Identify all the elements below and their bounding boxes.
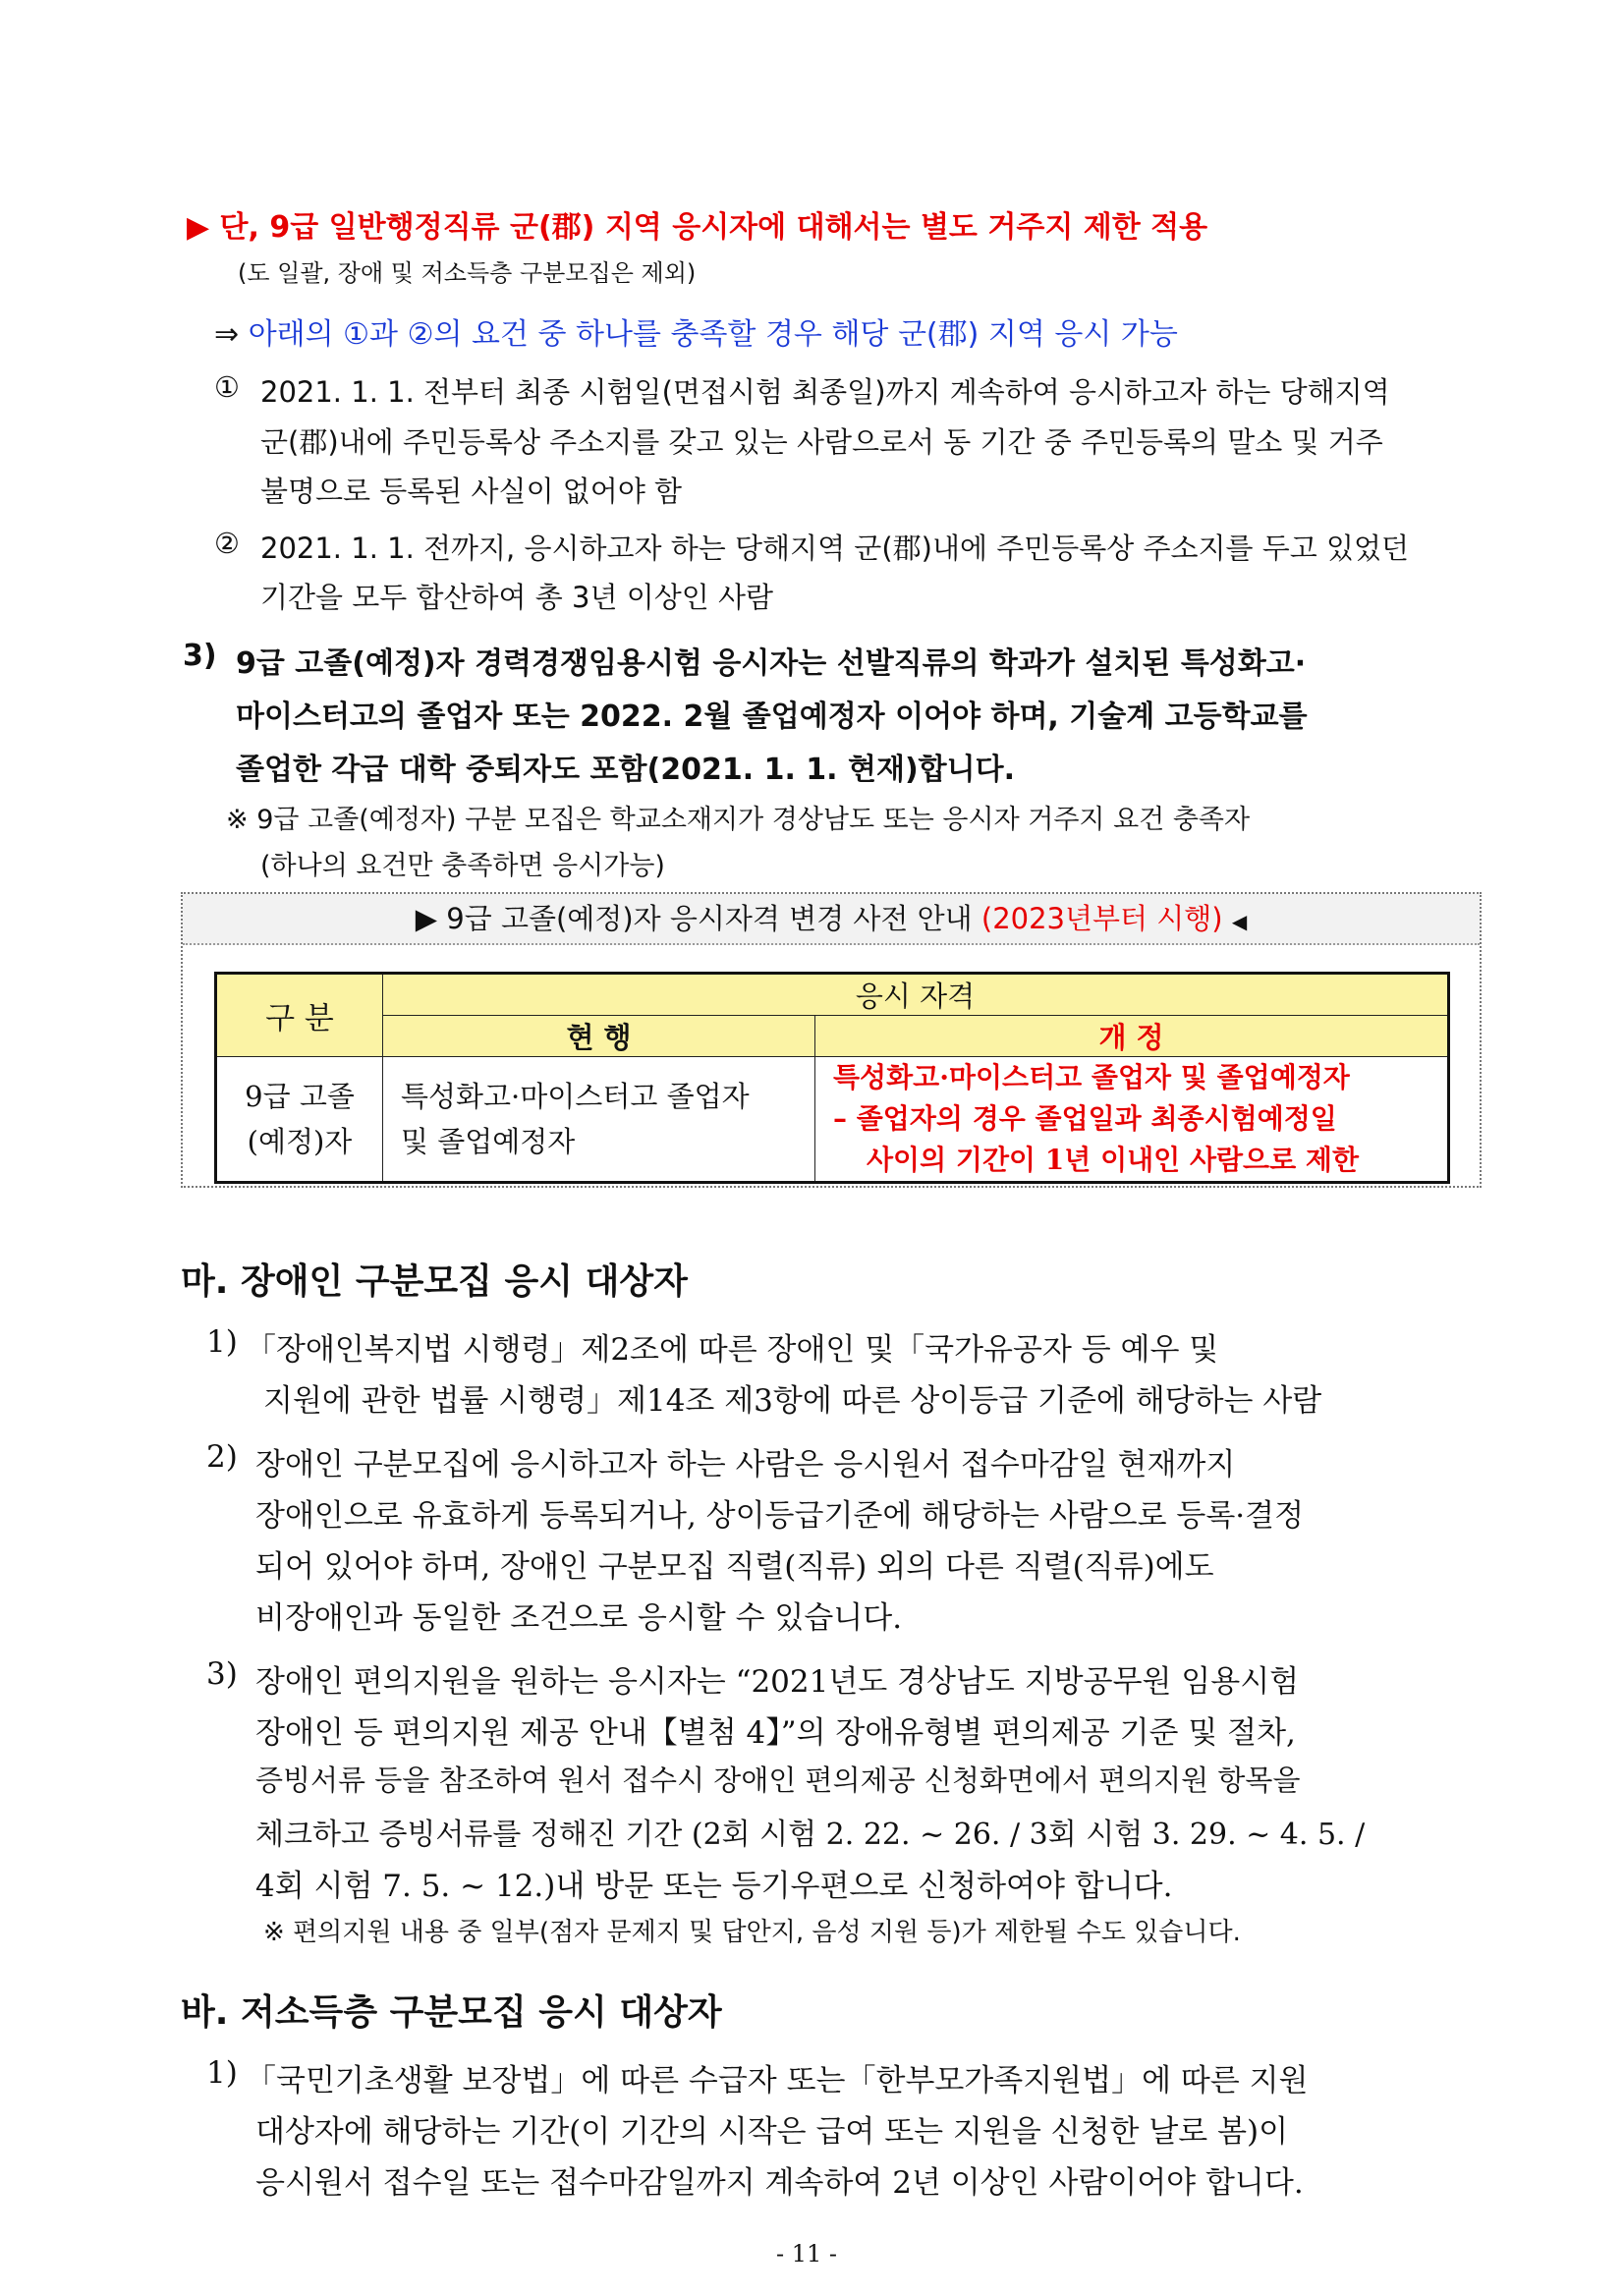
ma-item1-number: 1) (206, 1324, 238, 1360)
left-arrow-icon: ◀ (1231, 910, 1248, 933)
ma-item3-number: 3) (206, 1656, 238, 1692)
notice-box (181, 892, 1482, 1188)
ba-item1-line-1: 「국민기초생활 보장법」에 따른 수급자 또는「한부모가족지원법」에 따른 지원 (246, 2063, 1309, 2099)
section-ma-heading: 마. 장애인 구분모집 응시 대상자 (181, 1261, 688, 1302)
col-current-header: 현 행 (383, 1016, 815, 1057)
section3-note-2: (하나의 요건만 충족하면 응시가능) (260, 851, 665, 881)
row-category-cell (216, 1057, 383, 1183)
ma-item3-line-4: 체크하고 증빙서류를 정해진 기간 (2회 시험 2. 22. ~ 26. / 3회 시험 3. 29. ~ 4. 5. / (255, 1818, 1366, 1852)
row-current-line-2: 및 졸업예정자 (401, 1125, 576, 1158)
row-category-line-2: (예정)자 (247, 1125, 353, 1158)
section3-number: 3) (183, 639, 217, 673)
restriction-sub: (도 일괄, 장애 및 저소득층 구분모집은 제외) (238, 259, 697, 287)
section3-note-1: ※ 9급 고졸(예정자) 구분 모집은 학교소재지가 경상남도 또는 응시자 거주지 요건 충족자 (226, 805, 1251, 835)
restriction-title (187, 202, 1207, 246)
ma-item3-line-3: 증빙서류 등을 참조하여 원서 접수시 장애인 편의제공 신청화면에서 편의지원 항목을 (255, 1763, 1301, 1797)
ma-note: ※ 편의지원 내용 중 일부(점자 문제지 및 답안지, 음성 지원 등)가 제한될 수도 있습니다. (263, 1918, 1241, 1947)
page-number: - 11 - (776, 2240, 838, 2267)
ma-item3-line-1: 장애인 편의지원을 원하는 응시자는 “2021년도 경상남도 지방공무원 임용시험 (255, 1664, 1300, 1700)
condition-text: 아래의 ①과 ②의 요건 중 하나를 충족할 경우 해당 군(郡) 지역 응시 가능 (248, 317, 1178, 352)
col-revised-header: 개 정 (815, 1016, 1449, 1057)
notice-box-header (183, 894, 1480, 945)
notice-header-red: (2023년부터 시행) (980, 902, 1223, 935)
row-revised-line-2: – 졸업자의 경우 졸업일과 최종시험예정일 (833, 1102, 1337, 1135)
implies-arrow-icon: ⇒ (214, 317, 240, 352)
ma-item2-number: 2) (206, 1439, 238, 1475)
item1-line-2: 군(郡)내에 주민등록상 주소지를 갖고 있는 사람으로서 동 기간 중 주민등록의 말소 및 거주 (260, 425, 1383, 459)
notice-header-left: ▶ 9급 고졸(예정)자 응시자격 변경 사전 안내 (415, 902, 973, 935)
ma-item3-line-2: 장애인 등 편의지원 제공 안내【별첨 4】”의 장애유형별 편의제공 기준 및 절차, (255, 1715, 1296, 1751)
ma-item1-line-1: 「장애인복지법 시행령」제2조에 따른 장애인 및「국가유공자 등 예우 및 (246, 1332, 1219, 1368)
row-current-line-1: 특성화고·마이스터고 졸업자 (401, 1080, 750, 1113)
col-category-header: 구 분 (216, 974, 383, 1057)
ma-item3-line-5: 4회 시험 7. 5. ~ 12.)내 방문 또는 등기우편으로 신청하여야 합니다. (255, 1869, 1173, 1904)
ma-item2-line-1: 장애인 구분모집에 응시하고자 하는 사람은 응시원서 접수마감일 현재까지 (255, 1447, 1236, 1483)
item2-line-2: 기간을 모두 합산하여 총 3년 이상인 사람 (260, 581, 773, 614)
col-qualification-header: 응시 자격 (383, 974, 1449, 1016)
row-revised-line-1: 특성화고·마이스터고 졸업자 및 졸업예정자 (833, 1061, 1350, 1093)
row-revised-line-3: 사이의 기간이 1년 이내인 사람으로 제한 (867, 1144, 1359, 1176)
ma-item2-line-3: 되어 있어야 하며, 장애인 구분모집 직렬(직류) 외의 다른 직렬(직류)에도 (255, 1549, 1214, 1585)
ma-item2-line-4: 비장애인과 동일한 조건으로 응시할 수 있습니다. (255, 1600, 903, 1636)
section-ba-heading: 바. 저소득층 구분모집 응시 대상자 (181, 1992, 722, 2033)
qualification-table (214, 972, 1450, 1184)
ma-item2-line-2: 장애인으로 유효하게 등록되거나, 상이등급기준에 해당하는 사람으로 등록·결정 (255, 1498, 1305, 1534)
item2-number: ② (214, 527, 240, 560)
ma-item1-line-2: 지원에 관한 법률 시행령」제14조 제3항에 따른 상이등급 기준에 해당하는 사람 (263, 1383, 1322, 1419)
item1-line-1: 2021. 1. 1. 전부터 최종 시험일(면접시험 최종일)까지 계속하여 응시하고자 하는 당해지역 (260, 375, 1390, 409)
condition-line (214, 309, 1178, 353)
ba-item1-number: 1) (206, 2055, 238, 2091)
row-revised-cell (815, 1057, 1449, 1183)
section3-line-3: 졸업한 각급 대학 중퇴자도 포함(2021. 1. 1. 현재)합니다. (236, 753, 1016, 787)
ba-item1-line-3: 응시원서 접수일 또는 접수마감일까지 계속하여 2년 이상인 사람이어야 합니다. (255, 2165, 1304, 2201)
row-current-cell (383, 1057, 815, 1183)
restriction-title-text: 단, 9급 일반행정직류 군(郡) 지역 응시자에 대해서는 별도 거주지 제한 적용 (219, 210, 1208, 245)
item2-line-1: 2021. 1. 1. 전까지, 응시하고자 하는 당해지역 군(郡)내에 주민등록상 주소지를 두고 있었던 (260, 532, 1410, 565)
ba-item1-line-2: 대상자에 해당하는 기간(이 기간의 시작은 급여 또는 지원을 신청한 날로 봄)이 (255, 2114, 1289, 2150)
item1-number: ① (214, 370, 240, 404)
section3-line-1: 9급 고졸(예정)자 경력경쟁임용시험 응시자는 선발직류의 학과가 설치된 특성화고· (236, 646, 1307, 681)
section3-line-2: 마이스터고의 졸업자 또는 2022. 2월 졸업예정자 이어야 하며, 기술계 고등학교를 (236, 700, 1308, 734)
item1-line-3: 불명으로 등록된 사실이 없어야 함 (260, 475, 683, 508)
row-category-line-1: 9급 고졸 (245, 1080, 355, 1113)
play-arrow-icon: ▶ (187, 210, 210, 245)
